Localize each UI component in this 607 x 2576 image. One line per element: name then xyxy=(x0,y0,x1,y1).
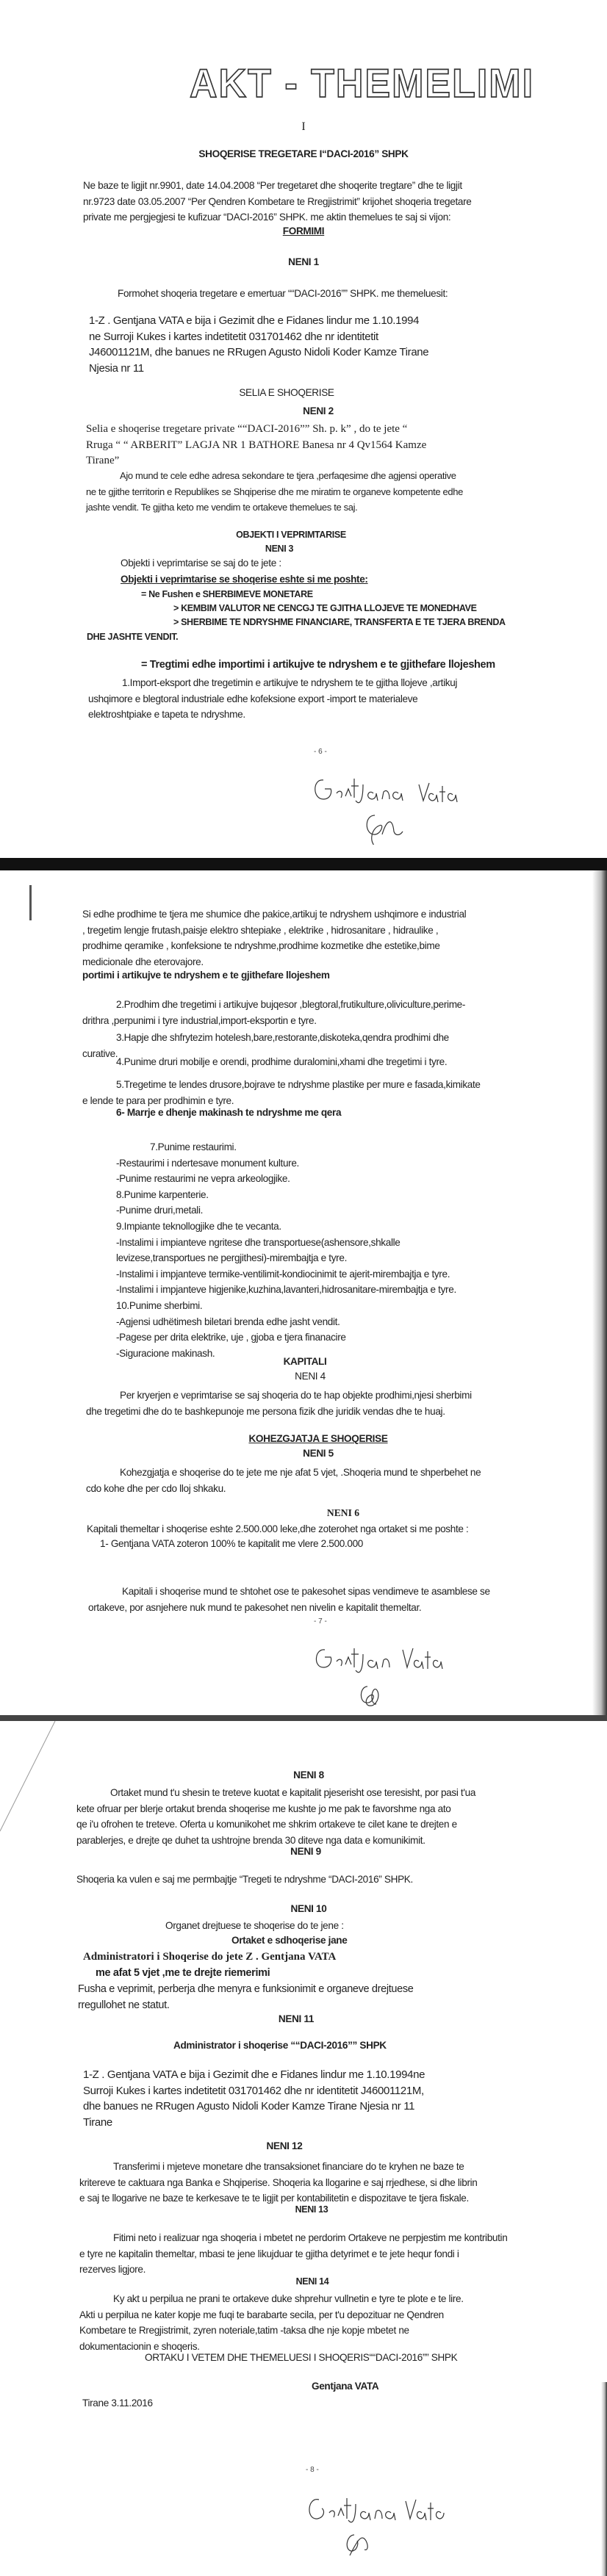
activity-items-7-10 xyxy=(116,1139,456,1361)
text-line: Transferimi i mjeteve monetare dhe transaksionet financiare do te kryhen ne baze te xyxy=(113,2161,464,2172)
signer-name: Gentjana VATA xyxy=(312,2381,379,2392)
section-kohezgjatja: KOHEZGJATJA E SHOQERISE xyxy=(248,1433,388,1444)
text-line: Tirane xyxy=(83,2115,112,2129)
article-text: Formohet shoqeria tregetare e emertuar ““DACI-2016”” SHPK. me themeluesit: xyxy=(118,288,448,299)
text-line: Per kryerjen e veprimtarise se saj shoqeria do te hap objekte prodhimi,njesi sherbimi xyxy=(120,1390,472,1401)
section-objekti: OBJEKTI I VEPRIMTARISE xyxy=(236,530,346,540)
article-heading: NENI 1 xyxy=(288,256,319,267)
text-line: prodhime qeramike , konfeksione te ndryshme,prodhime kozmetike dhe estetike,bime xyxy=(82,940,440,952)
article-heading: NENI 11 xyxy=(278,2013,315,2024)
capital-change-text xyxy=(88,1584,490,1615)
text-line: qe i'u ofrohen te treteve. Oferta u komunikohet me shkrim ortakeve te cilet kane te drejten e xyxy=(76,1819,457,1830)
signature-image xyxy=(309,764,463,845)
company-heading: SHOQERISE TREGETARE I“DACI-2016” SHPK xyxy=(198,148,409,159)
founder-details xyxy=(89,313,428,376)
text-line: Fusha e veprimit, perberja dhe menyra e funksionimit e organeve drejtuese xyxy=(78,1983,414,1995)
text-line: Akti u perpilua ne kater kopje me fuqi te barabarte secila, per t'u depozituar ne Qendren xyxy=(79,2309,444,2320)
article-4-text xyxy=(86,1388,472,1419)
place-date: Tirane 3.11.2016 xyxy=(82,2398,153,2409)
text-line: Tirane” xyxy=(86,455,120,467)
text-line: 7.Punime restaurimi. xyxy=(150,1141,237,1152)
text-line: 1.Import-eksport dhe tregetimin e artikujve te ndryshem te te gjitha llojeve ,artikuj xyxy=(122,677,458,688)
text-line: curative. xyxy=(82,1047,118,1059)
text-line: Ne baze te ligjit nr.9901, date 14.04.2008 “Per tregetaret dhe shoqerite tregtare” dhe te ligjit xyxy=(83,180,462,191)
page-number: - 8 - xyxy=(306,2466,319,2474)
text-line: ne Surroji Kukes i kartes indetitetit 031701462 dhe nr identitetit xyxy=(89,330,378,343)
page-number: - 6 - xyxy=(314,748,327,756)
text-line: Fitimi neto i realizuar nga shoqeria i mbetet ne perdorim Ortakeve ne perpjestim me kontributin xyxy=(113,2232,508,2243)
administrator-line: Administratori i Shoqerise do jete Z . Gentjana VATA xyxy=(83,1951,337,1963)
text-line: -Agjensi udhëtimesh biletari brenda edhe jasht vendit. xyxy=(116,1316,340,1327)
article-13-text xyxy=(79,2230,507,2278)
text-line: J46001121M, dhe banues ne RRugen Agusto Nidoli Koder Kamze Tirane xyxy=(89,346,429,359)
activity-item-1 xyxy=(88,675,457,723)
text-line: dhe banues ne RRugen Agusto Nidoli Koder Kamze Tirane Njesia nr 11 xyxy=(83,2100,415,2113)
article-heading: NENI 14 xyxy=(295,2276,329,2287)
trade-heading: = Tregtimi edhe importimi i artikujve te ndryshem e te gjithefare llojeshem xyxy=(141,659,495,671)
section-formimi: FORMIMI xyxy=(282,226,325,237)
page-edge-shadow xyxy=(592,870,607,1715)
activity-item-6: 6- Marrje e dhenje makinash te ndryshme me qera xyxy=(116,1107,342,1118)
section-selia: SELIA E SHOQERISE xyxy=(239,387,334,398)
text-line: Njesia nr 11 xyxy=(89,361,144,375)
objekti-subheading: Objekti i veprimtarise se shoqerise eshte si me poshte: xyxy=(121,574,368,585)
article-14-text xyxy=(79,2291,464,2354)
list-item: > KEMBIM VALUTOR NE CENCGJ TE GJITHA LLOJEVE TE MONEDHAVE xyxy=(173,603,477,613)
text-line: levizese,transportues ne pergjithesi)-mirembajtja e tyre. xyxy=(116,1252,347,1264)
text-line: 9.Impiante teknollogjike dhe te vecanta. xyxy=(116,1220,281,1232)
document-title: AKT - THEMELIMI xyxy=(190,61,535,107)
organs-line: Organet drejtuese te shoqerise do te jene : xyxy=(165,1920,344,1931)
administrator-details xyxy=(83,2067,425,2130)
article-5-text xyxy=(86,1465,481,1496)
text-line: kritereve te caktuara nga Banka e Shqiperise. Shoqeria ka llogarine e saj rrjedhese, si dhe librin xyxy=(79,2176,478,2188)
binding-mark xyxy=(29,885,32,920)
text-line: rregullohet ne statut. xyxy=(78,1999,170,2011)
activity-item-2 xyxy=(82,997,465,1028)
page-break xyxy=(0,1715,607,1721)
text-line: dokumentacionin e shoqeris. xyxy=(79,2340,200,2352)
products-paragraph xyxy=(82,906,466,970)
text-line: ushqimore e blegtoral industriale edhe kofeksione export -import te materialeve xyxy=(88,693,418,704)
article-8-text xyxy=(76,1785,475,1848)
capital-owner: 1- Gentjana VATA zoteron 100% te kapitalit me vlere 2.500.000 xyxy=(100,1538,363,1549)
text-line: dhe tregetimi dhe do te bashkepunoje me persona fizik dhe juridik vendas dhe te huaj. xyxy=(86,1405,445,1417)
article-heading: NENI 3 xyxy=(265,544,294,554)
text-line: medicionale dhe eterovajore. xyxy=(82,956,204,967)
text-line: cdo kohe dhe per cdo lloj shkaku. xyxy=(86,1482,226,1494)
text-line: drithra ,perpunimi i tyre industrial,import-eksportin e tyre. xyxy=(82,1014,317,1026)
text-line: 10.Punime sherbimi. xyxy=(116,1299,203,1311)
text-line: Surroji Kukes i kartes indetitetit 031701462 dhe nr identitetit J46001121M, xyxy=(83,2084,424,2097)
scope-text xyxy=(78,1982,413,2013)
article-heading: NENI 10 xyxy=(290,1903,327,1914)
text-line: private me pergjegjesi te kufizuar “DACI-2016” SHPK. me aktin themelues te saj si vijon: xyxy=(83,212,451,223)
objekti-line: Objekti i veprimtarise se saj do te jete : xyxy=(121,558,281,569)
signature-image xyxy=(301,2494,448,2560)
term-line: me afat 5 vjet ,me te drejte riemerimi xyxy=(96,1967,270,1979)
text-line: , tregetim lengje frutash,paisje elektro shtepiake , elektrike , hidrosanitare , hidraulike , xyxy=(82,924,439,936)
text-line: jashte vendit. Te gjitha keto me vendim te ortakeve themelues te saj. xyxy=(86,502,358,513)
text-line: -Pagese per drita elektrike, uje , gjoba e tjera finanacire xyxy=(116,1332,346,1343)
text-line: -Punime restaurimi ne vepra arkeologjike. xyxy=(116,1173,290,1185)
text-line: Si edhe prodhime te tjera me shumice dhe pakice,artikuj te ndryshem ushqimore e industrial xyxy=(82,909,467,920)
text-line: elektroshtpiake e tapeta te ndryshme. xyxy=(88,709,245,721)
section-kapitali: KAPITALI xyxy=(283,1356,327,1367)
text-line: rezerves ligjore. xyxy=(79,2264,146,2276)
article-heading: NENI 12 xyxy=(266,2140,303,2151)
seat-address xyxy=(86,422,426,469)
activity-item-5 xyxy=(82,1077,481,1108)
text-line: e saj te llogarive ne baze te kerkesave te te ligjit per kontabilitetin e dispozitave te tjera fiskale. xyxy=(79,2193,469,2204)
page-edge-shadow xyxy=(601,2382,607,2576)
import-heading: portimi i artikujve te ndryshem e te gjithefare llojeshem xyxy=(82,970,330,981)
text-line: 1-Z . Gentjana VATA e bija i Gezimit dhe e Fidanes lindur me 1.10.1994 xyxy=(89,314,420,327)
list-item: > SHERBIME TE NDRYSHME FINANCIARE, TRANSFERTA E TE TJERA BRENDA xyxy=(173,617,506,627)
article-9-text: Shoqeria ka vulen e saj me permbajtje “Tregeti te ndryshme “DACI-2016” SHPK. xyxy=(76,1874,413,1885)
text-line: 1-Z . Gentjana VATA e bija i Gezimit dhe e Fidanes lindur me 1.10.1994ne xyxy=(83,2068,425,2081)
text-line: -Punime druri,metali. xyxy=(116,1205,204,1216)
sole-partner-line: ORTAKU I VETEM DHE THEMELUESI I SHOQERIS““DACI-2016”” SHPK xyxy=(145,2352,458,2363)
article-6-text: Kapitali themeltar i shoqerise eshte 2.500.000 leke,dhe zoterohet nga ortaket si me poshte : xyxy=(87,1523,469,1534)
signature-image xyxy=(309,1645,456,1711)
article-heading: NENI 9 xyxy=(290,1846,321,1857)
roman-numeral: I xyxy=(301,120,306,133)
page-number: - 7 - xyxy=(314,1617,327,1626)
text-line: Kombetare te Rregjistrimit, zyren noteriale,tatim -taksa dhe nje kopje mbetet ne xyxy=(79,2325,409,2337)
seat-paragraph xyxy=(86,468,463,516)
text-line: 2.Prodhim dhe tregetimi i artikujve bujqesor ,blegtoral,frutikulture,oliviculture,perime- xyxy=(116,999,466,1010)
partners-line: Ortaket e sdhoqerise jane xyxy=(231,1935,348,1946)
text-line: nr.9723 date 03.05.2007 “Per Qendren Kombetare te Rregjistrimit” krijohet shoqeria tregetare xyxy=(83,195,472,207)
administrator-heading: Administrator i shoqerise ““DACI-2016”” SHPK xyxy=(173,2040,387,2051)
text-line: ortakeve, por asnjehere nuk mund te pakesohet nen nivelin e kapitalit themeltar. xyxy=(88,1601,422,1613)
text-line: Kohezgjatja e shoqerise do te jete me nje afat 5 vjet, .Shoqeria mund te shperbehet ne xyxy=(120,1467,481,1478)
article-heading: NENI 5 xyxy=(303,1448,334,1459)
text-line: Rruga “ “ ARBERIT” LAGJA NR 1 BATHORE Banesa nr 4 Qv1564 Kamze xyxy=(86,439,427,451)
text-line: -Instalimi i impjanteve higjenike,kuzhina,lavanteri,hidrosanitare-mirembajtja e tyre. xyxy=(116,1284,456,1296)
article-heading: NENI 4 xyxy=(295,1371,326,1382)
list-item-cont: DHE JASHTE VENDIT. xyxy=(87,632,179,642)
text-line: e tyre ne kapitalin themeltar, mbasi te jene likujduar te gjitha detyrimet e te jete hequr fondi i xyxy=(79,2248,459,2259)
text-line: -Instalimi i impjanteve termike-ventilimit-kondiocinimit te ajerit-mirembajtja e tyre. xyxy=(116,1268,450,1280)
text-line: 8.Punime karpenterie. xyxy=(116,1188,209,1200)
page-break xyxy=(0,858,607,870)
article-heading: NENI 2 xyxy=(303,405,334,416)
article-heading: NENI 6 xyxy=(326,1507,360,1518)
text-line: 5.Tregetime te lendes drusore,bojrave te ndryshme plastike per mure e fasada,kimikate xyxy=(116,1079,481,1090)
text-line: 3.Hapje dhe shfrytezim hotelesh,bare,restorante,diskoteka,qendra prodhimi dhe xyxy=(116,1032,449,1043)
text-line: parablerjes, e drejte qe duhet ta ushtrojne brenda 30 diteve nga data e komunikimit. xyxy=(76,1834,425,1846)
article-12-text xyxy=(79,2159,478,2207)
intro-paragraph xyxy=(83,178,471,226)
text-line: Kapitali i shoqerise mund te shtohet ose te pakesohet sipas vendimeve te asamblese se xyxy=(122,1586,490,1597)
text-line: Ky akt u perpilua ne prani te ortakeve duke shprehur vullnetin e tyre te plote e te lire. xyxy=(113,2293,464,2304)
article-heading: NENI 8 xyxy=(293,1769,324,1781)
article-heading: NENI 13 xyxy=(295,2204,328,2215)
text-line: kete ofruar per blerje ortakut brenda shoqerise me kushte jo me pak te favorshme nga ato xyxy=(76,1803,451,1814)
activity-item-4: 4.Punime druri mobilje e orendi, prodhime duralomini,xhami dhe tregetimi i tyre. xyxy=(116,1056,448,1067)
text-line: -Instalimi i impianteve ngritese dhe transportuese(ashensore,shkalle xyxy=(116,1236,401,1248)
text-line: ne te gjithe territorin e Republikes se Shqiperise dhe me miratim te organeve kompetente edhe xyxy=(86,486,464,497)
field-monetary: = Ne Fushen e SHERBIMEVE MONETARE xyxy=(141,589,313,599)
text-line: Ajo mund te cele edhe adresa sekondare te tjera ,perfaqesime dhe agjensi operative xyxy=(120,470,456,481)
document-page-6 xyxy=(0,0,607,858)
text-line: -Restaurimi i ndertesave monument kulture. xyxy=(116,1157,299,1169)
text-line: Ortaket mund t'u shesin te treteve kuotat e kapitalit pjeserisht ose teresisht, por pasi t'ua xyxy=(110,1787,476,1798)
text-line: e lende te para per prodhimin e tyre. xyxy=(82,1094,234,1106)
text-line: Selia e shoqerise tregetare private ““DACI-2016”” Sh. p. k” , do te jete “ xyxy=(86,423,408,435)
text-line: -Siguracione makinash. xyxy=(116,1347,215,1359)
